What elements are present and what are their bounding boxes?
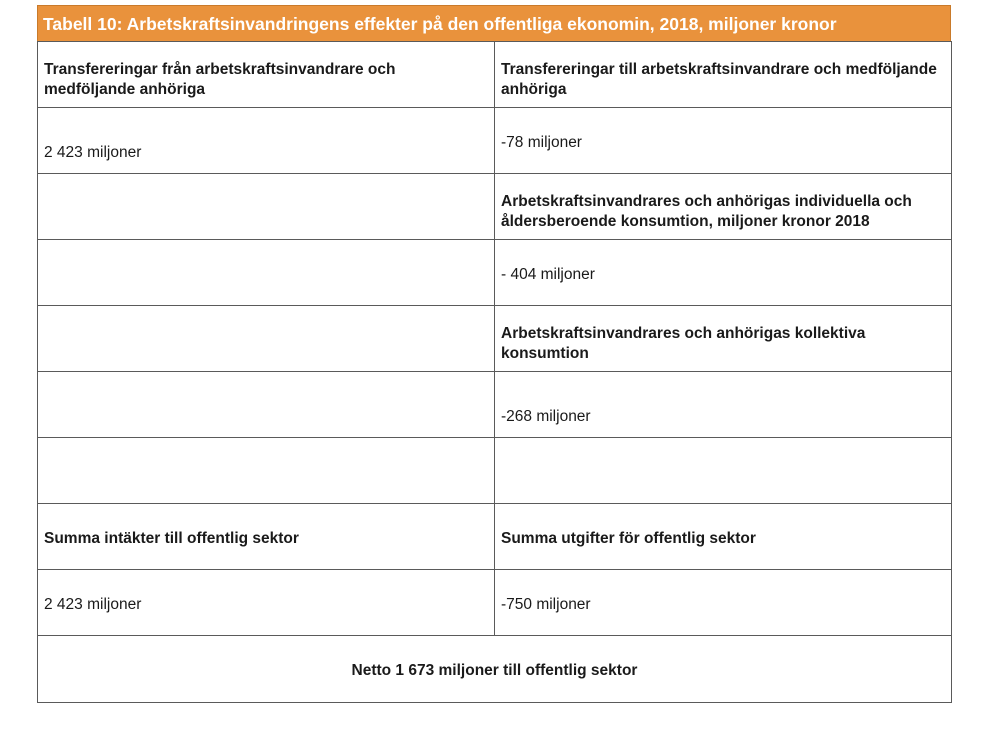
- table-row: [38, 306, 952, 372]
- value-transfers-from: 2 423 miljoner: [38, 108, 495, 174]
- table-title: Tabell 10: Arbetskraftsinvandringens effekter på den offentliga ekonomin, 2018, miljoner kronor: [37, 5, 951, 41]
- table-row: [38, 636, 952, 703]
- header-transfers-from: Transfereringar från arbetskraftsinvandrare och medföljande anhöriga: [38, 42, 495, 108]
- header-total-expenses: Summa utgifter för offentlig sektor: [495, 504, 952, 570]
- empty-cell: [38, 438, 495, 504]
- value-transfers-to: -78 miljoner: [495, 108, 952, 174]
- table-row: [38, 372, 952, 438]
- table-row: [38, 108, 952, 174]
- empty-cell: [38, 240, 495, 306]
- header-collective-consumption: Arbetskraftsinvandrares och anhörigas kollektiva konsumtion: [495, 306, 952, 372]
- table-row: [38, 504, 952, 570]
- empty-cell: [38, 174, 495, 240]
- table-body: [37, 41, 952, 703]
- net-result: Netto 1 673 miljoner till offentlig sektor: [38, 636, 952, 703]
- empty-cell: [38, 306, 495, 372]
- header-individual-consumption: Arbetskraftsinvandrares och anhörigas individuella och åldersberoende konsumtion, miljoner kronor 2018: [495, 174, 952, 240]
- empty-cell: [495, 438, 952, 504]
- value-collective-consumption: -268 miljoner: [495, 372, 952, 438]
- effects-table: [37, 5, 951, 703]
- value-total-income: 2 423 miljoner: [38, 570, 495, 636]
- table-row: [38, 42, 952, 108]
- table-row: [38, 240, 952, 306]
- header-transfers-to: Transfereringar till arbetskraftsinvandrare och medföljande anhöriga: [495, 42, 952, 108]
- table-row: [38, 570, 952, 636]
- value-total-expenses: -750 miljoner: [495, 570, 952, 636]
- value-individual-consumption: - 404 miljoner: [495, 240, 952, 306]
- empty-cell: [38, 372, 495, 438]
- header-total-income: Summa intäkter till offentlig sektor: [38, 504, 495, 570]
- table-row: [38, 174, 952, 240]
- table-row: [38, 438, 952, 504]
